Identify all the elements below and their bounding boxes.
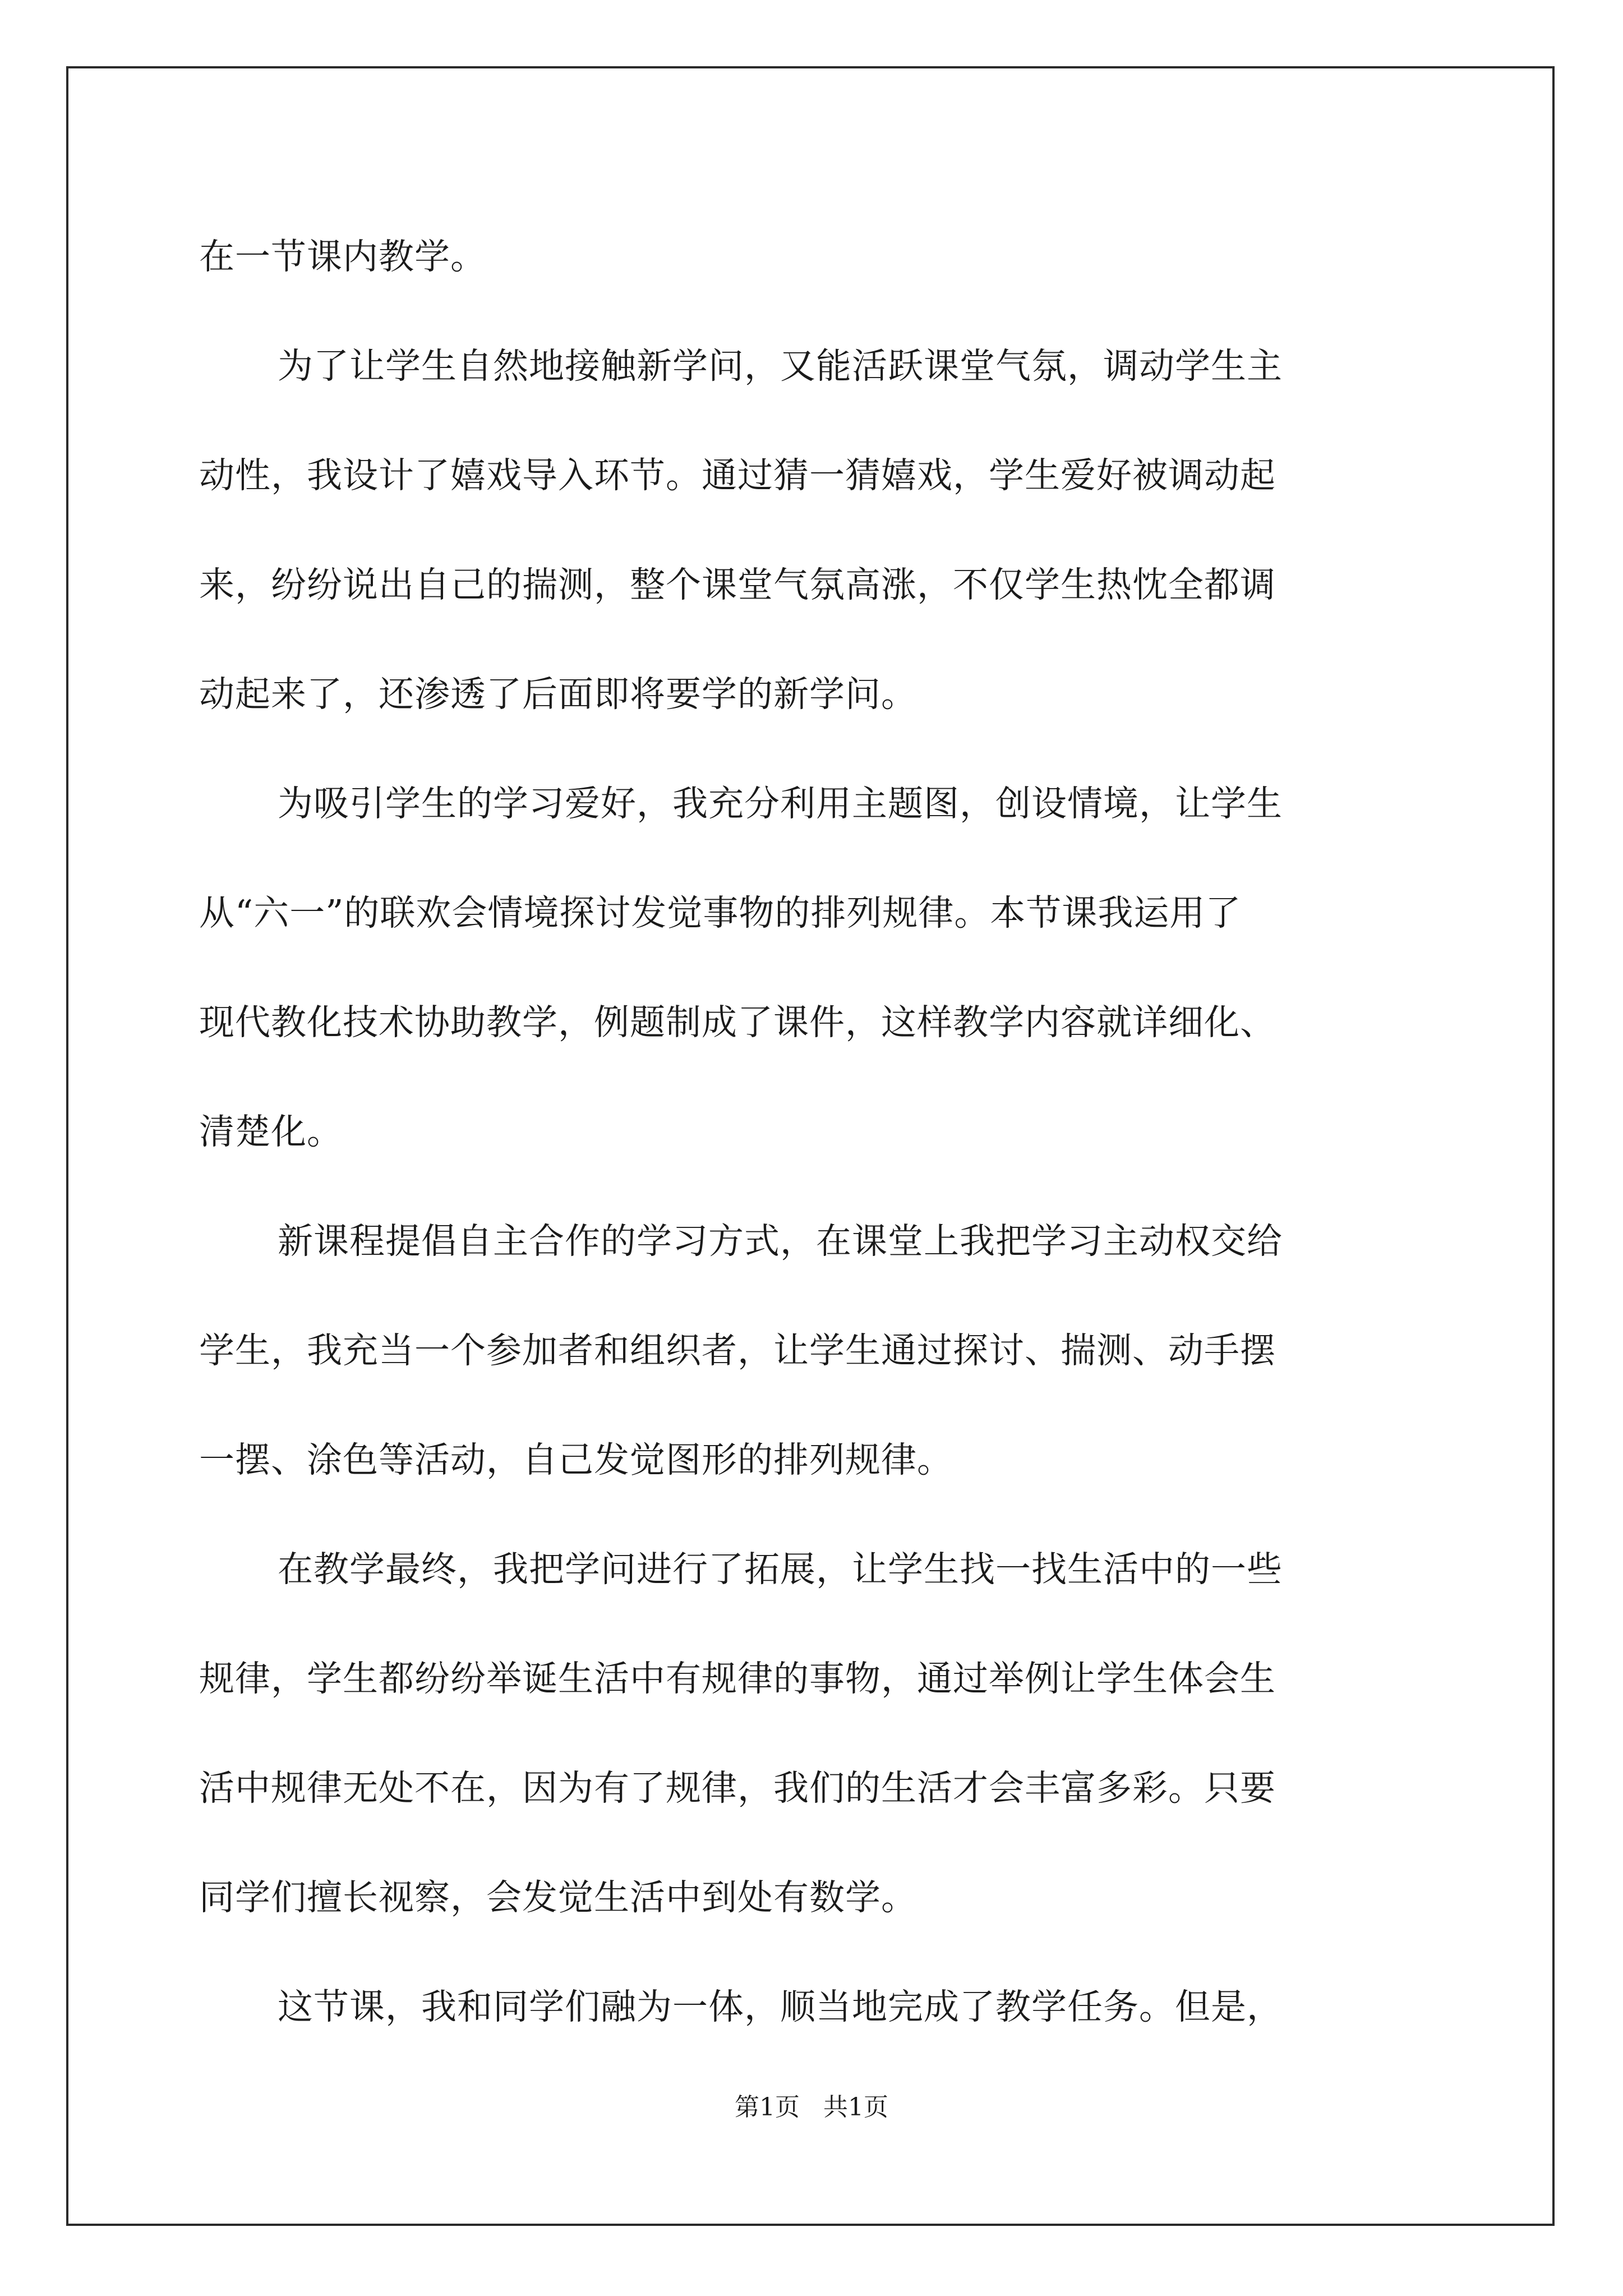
paragraph-first-line: 新课程提倡自主合作的学习方式，在课堂上我把学习主动权交给 — [278, 1221, 1283, 1262]
page-footer: 第1页 共1页 — [735, 2093, 888, 2122]
text-line: 动起来了，还渗透了后面即将要学的新学问。 — [199, 674, 917, 715]
paragraph-first-line: 为吸引学生的学习爱好，我充分利用主题图，创设情境，让学生 — [278, 783, 1283, 824]
text-line: 动性，我设计了嬉戏导入环节。通过猜一猜嬉戏，学生爱好被调动起 — [199, 455, 1276, 496]
paragraph-first-line: 这节课，我和同学们融为一体，顺当地完成了教学任务。但是， — [278, 1986, 1283, 2027]
text-line: 清楚化。 — [199, 1111, 343, 1152]
paragraph-first-line: 为了让学生自然地接触新学问，又能活跃课堂气氛，调动学生主 — [278, 346, 1283, 386]
text-line: 从“六一”的联欢会情境探讨发觉事物的排列规律。本节课我运用了 — [199, 892, 1242, 933]
document-body — [199, 202, 1427, 2062]
paragraph-first-line: 在教学最终，我把学问进行了拓展，让学生找一找生活中的一些 — [278, 1549, 1283, 1590]
text-line: 在一节课内教学。 — [199, 236, 486, 277]
text-line: 同学们擅长视察，会发觉生活中到处有数学。 — [199, 1877, 917, 1918]
text-line: 规律，学生都纷纷举诞生活中有规律的事物，通过举例让学生体会生 — [199, 1658, 1276, 1699]
text-line: 一摆、涂色等活动，自己发觉图形的排列规律。 — [199, 1439, 953, 1480]
text-line: 现代教化技术协助教学，例题制成了课件，这样教学内容就详细化、 — [199, 1002, 1276, 1043]
text-line: 活中规律无处不在，因为有了规律，我们的生活才会丰富多彩。只要 — [199, 1768, 1276, 1809]
text-line: 学生，我充当一个参加者和组织者，让学生通过探讨、揣测、动手摆 — [199, 1330, 1276, 1371]
text-line: 来，纷纷说出自己的揣测，整个课堂气氛高涨，不仅学生热忱全都调 — [199, 564, 1276, 605]
